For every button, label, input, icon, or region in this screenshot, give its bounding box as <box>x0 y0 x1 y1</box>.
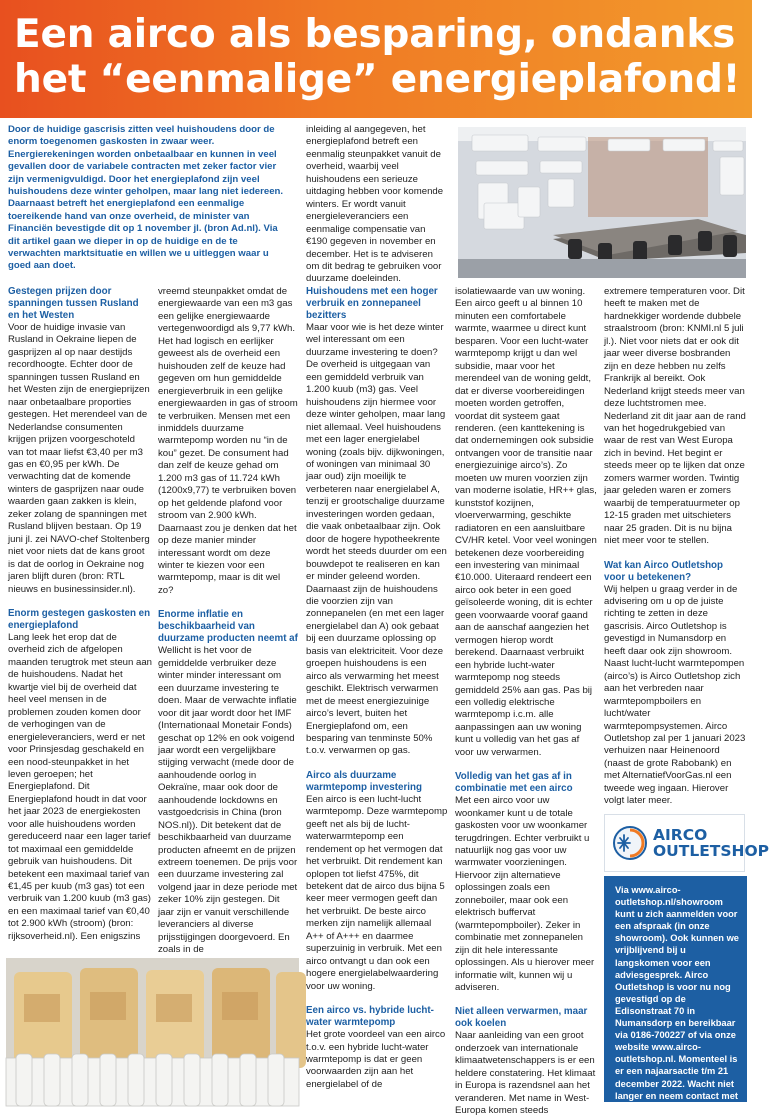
heading-gestegen-prijzen: Gestegen prijzen door spanningen tussen Rusland en het Westen <box>8 286 139 321</box>
logo-line-2: OUTLETSHOP <box>653 842 769 860</box>
heading-van-het-gas-af: Volledig van het gas af in combinatie met een airco <box>455 771 573 795</box>
text-van-het-gas-af: Met een airco voor uw woonkamer kunt u de totale gaskosten voor uw woonkamer terugdringen. Echter verbruikt u natuurlijk nog gas voor uw warmwater voorzieningen. Hiervoor zijn alternatieve oplossingen zoals een zonneboiler, maar ook een elektrisch buffervat (warmtepompboiler). Zeker in combinatie met zonnepanelen zijn dit hele interessante oplossingen. Als u hierover meer informatie wilt, kunnen wij u adviseren. <box>455 795 595 994</box>
title-banner <box>0 0 752 118</box>
contact-infobox <box>604 876 747 1113</box>
euro-notes-radiator-photo <box>6 958 299 1106</box>
text-verwarmen-koelen: Naar aanleiding van een groot onderzoek van internationale klimaatwetenschappers is er een heldere constatering. Het klimaat in Europa is razendsnel aan het veranderen. Met name in West-Europa komen steeds <box>455 1030 596 1117</box>
heading-hoger-verbruik: Huishoudens met een hoger verbruik en zonnepaneel bezitters <box>306 286 438 321</box>
heading-inflatie: Enorme inflatie en beschikbaarheid van duurzame producten neemt af <box>158 609 298 645</box>
intro-block <box>8 124 292 273</box>
text-extreme-temperaturen: extremere temperaturen voor. Dit heeft te maken met de hardnekkiger wordende dubbele straalstroom (bron: KNMI.nl 5 juli jl.). Niet voor niets dat er ook dit jaar weer diverse bosbranden zijn en deze hebben nu zelfs Frankrijk al bereikt. Ook Nederland krijgt steeds meer van deze luchtstromen mee. Nederland zit dit jaar aan de rand van het hogedrukgebied van waar de rest van West Europa zich in bevind. Het begint er steeds meer op te lijken dat onze zomers warmer worden. Twintig jaar geleden waren er zomers waarbij de temperatuurmeter op 12-15 graden met uitschieters naar 25 graden. Dit is nu bijna niet meer voor te stellen. <box>604 286 746 547</box>
heading-gaskosten-plafond: Enorm gestegen gaskosten en energieplafond <box>8 607 151 631</box>
column-3 <box>455 286 597 1118</box>
intro-paragraph: Door de huidige gascrisis zitten veel huishoudens door de enorm toegenomen gaskosten in zwaar weer. Energierekeningen worden onbetaalbaar en kunnen in veel gevallen door de variabele contracten met zeker factor vier zijn vermenigvuldigd. Door het energieplafond zijn veel huishoudens deze winter geholpen, maar lang niet iedereen. Daarnaast betreft het energieplafond een eenmalige toereikende hand van onze overheid, de minister van Financiën bevestigde dit op 1 november jl. (bron Ad.nl). Via dit artikel gaan we dieper in op de huidige en de te verwachten marktsituatie en willen we u uitleggen waar u goed aan doet. <box>8 124 284 272</box>
column-1b <box>158 286 298 957</box>
text-gaskosten-plafond: Lang leek het erop dat de overheid zich de afgelopen maanden terugtrok met steun aan de huishoudens. Nadat het kwartje viel bij de overheid dat heel veel mensen in de problemen zouden komen door de verhogingen van de energieleveranciers, werd er net voor Prinsjesdag geschakeld en een nood-steunpakket in het leven geroepen; het Energieplafond. Dit Energieplafond houdt in dat voor het jaar 2023 de energiekosten voor alle huishoudens worden gereduceerd naar een lager tarief tot maximaal een gemiddelde gebruik van huishoudens. Dit betekent een maximaal tarief van €1,45 per kuub (m3 gas) tot een verbruik van 1.200 kuub (m3 gas) en een maximaal tarief van €0,40 tot 2.900 kWh (stroom) (bron: rijksoverheid.nl). Een enigszins <box>8 631 152 942</box>
text-steunpakket-vervolg: vreemd steunpakket omdat de energiewaarde van een m3 gas een gelijke energiewaarde vertegenwoordigd als 9,77 kWh. Het had logisch en eerlijker geweest als de overheid een huishouden zelf de keuze had gegeven om hun gemiddelde energieverbruik in een gelijke energiewaarden in gas of stroom te verbruiken. Mensen met een inmiddels duurzame warmtepomp worden nu “in de kou” gezet. De consument had dan zelf de keuze gehad om 1.200 m3 gas of 11.724 kWh (1200x9,77) te verbruiken boven op het geldende plafond voor stroom van 2.900 kWh. Daarnaast zou je denken dat het op deze manier minder interessant wordt om deze winter te kiezen voor een warmtepomp, maar is dit wel zo? <box>158 286 298 596</box>
logo-wordmark <box>653 827 769 859</box>
snowflake-sun-icon <box>613 826 647 860</box>
heading-airco-warmtepomp: Airco als duurzame warmtepomp investering <box>306 769 422 793</box>
column-4 <box>604 286 746 808</box>
text-airco-outletshop: Wij helpen u graag verder in de advisering om u op de juiste richting te zetten in deze gascrisis. Airco Outletshop is gevestigd in Numansdorp en heeft daar ook zijn showroom. Naast lucht-lucht warmtepompen (airco’s) is Airco Outletshop zich aan het verbreden naar warmtepompboilers en lucht/water warmtepompsystemen. Airco Outletshop zal per 1 januari 2023 verhuizen naar Heinenoord (naast de grote Rabobank) en met AlternatiefVoorGas.nl een tweede weg ingaan. Hierover volgt later meer. <box>604 583 746 807</box>
page-title <box>14 12 742 102</box>
text-airco-vs-hybride: Het grote voordeel van een airco t.o.v. een hybride lucht-water warmtepomp is dat er geen voorwaarden zijn aan het energielabel of de <box>306 1029 446 1090</box>
text-hoger-verbruik: Maar voor wie is het deze winter wel interessant om een duurzame investering te doen? De overheid is uitgegaan van een gemiddeld verbruik van 1.200 kuub (m3) gas. Veel huishoudens zijn hiermee voor deze winter geholpen, maar lang niet allemaal. Veel huishoudens met een lager energielabel woning (zoals bijv. dijkwoningen, of woningen van minimaal 30 jaar oud) zijn moeilijk te verbeteren naar energielabel A, tenzij er grootschalige duurzame investeringen worden gedaan, die vaak onbetaalbaar zijn. Ook door de hogere hypotheekrente wordt het steeds duurder om een bouwdepot te realiseren en kan er minder geleend worden. Daarnaast zijn de huishoudens die voorzien zijn van zonnepanelen (en met een lager energielabel dan A) ook gebaat bij een duurzame oplossing op basis van elektriciteit. Voor deze groepen huishoudens is een airco als verwarming het meest geschikt. Elektrisch verwarmen met de meest energiezuinige airco’s levert, buiten het Energieplafond om, een besparing van tenminste 50% t.o.v. verwarmen op gas. <box>306 322 447 757</box>
text-isolatiewaarde: isolatiewaarde van uw woning. Een airco geeft u al binnen 10 minuten een comfortabele warmte, waarmee u direct kunt besparen. Voor een lucht-water warmtepomp krijgt u dan wel subsidie, maar voor het merendeel van de woning geldt, dat er diverse voorbereidingen moeten worden getroffen, voordat dit systeem gaat renderen. (een kanttekening is dat ondernemingen ook subsidie ontvangen voor de transitie naar energiezuinige airco’s). Zo moeten uw muren voorzien zijn van moderne isolatie, HR++ glas, kunststof kozijnen, vloerverwarming, geschikte radiatoren en een aansluitbare CV/HR ketel. Voor veel woningen betekenen deze voorbereiding een investering van minimaal €10.000. Uiteraard rendeert een airco ook beter in een goed geïsoleerde woning, dit is echter geen voorwaarde vooraf gaand aan de aanschaf aangezien het vermogen hierop wordt berekend. Daarnaast verbruikt een hybride lucht-water warmtepomp nog steeds gemiddeld 25% aan gas. Pas bij een volledig elektrische warmtepomp i.c.m. alle aanpassingen aan uw woning kunt u volledig van het gas af voor uw verwarmen. <box>455 286 597 758</box>
column-2-lower <box>306 286 448 1091</box>
col2-top-paragraph: inleiding al aangegeven, het energieplafond betreft een eenmalig steunpakket vanuit de overheid, waarbij veel huishoudens een serieuze uitdaging hebben voor komende winters. Er wordt vanuit energieleveranciers een eenmalige compensatie van €190 gegeven in november en december. Het is te adviseren om dit bedrag te gebruiken voor duurzame doeleinden. <box>306 124 444 285</box>
column-1-lower <box>8 286 152 943</box>
logo-line-1: AIRCO <box>653 826 708 844</box>
text-inflatie: Wellicht is het voor de gemiddelde verbruiker deze winter minder interessant om een duurzame investering te doen. Maar de verwachte inflatie voor dit jaar wordt door het IMF (Internationaal Monetair Fonds) geschat op 12% en ook voigend jaar wordt een vergelijkbare stijging verwacht (mede door de aanhoudende oorlog in Oekraïne, maar ook door de aanhoudende lockdowns en vastgoedcrisis in China (bron NOS.nl)). Dit betekent dat de beschikbaarheid van duurzame producten afneemt en de prijzen extreem toenemen. De prijs voor een duurzame investering zal volgend jaar in deze periode met zeker 10% zijn gestegen. Dit jaar zijn er vanuit verschillende leveranciers al diverse prijsstijgingen doorgevoerd. En zoals in de <box>158 645 298 956</box>
title-line-1: Een airco als besparing, ondanks <box>14 12 736 57</box>
heading-airco-outletshop: Wat kan Airco Outletshop voor u betekenen? <box>604 559 724 583</box>
infobox-text: Via www.airco-outletshop.nl/showroom kunt u zich aanmelden voor een afspraak (in onze showroom). Ook kunnen we vrijblijvend bij u langskomen voor een adviesgesprek. Airco Outletshop is voor nu nog gevestigd op de Edisonstraat 70 in Numansdorp en bereikbaar via 0186-700227 of via onze website www.airco-outletshop.nl. Momenteel is er een najaarsactie t/m 21 december 2022. Wacht niet langer en neem contact met ons op! <box>615 885 739 1113</box>
text-gestegen-prijzen: Voor de huidige invasie van Rusland in Oekraine liepen de gasprijzen al op naar destijds recordhoogte. Echter door de spanningen tussen Rusland en het Westen zijn de energieprijzen naar onbetaalbare proporties gestegen. Het merendeel van de Nederlandse consumenten krijgen prijzen voorgeschoteld van tot maar liefst €3,40 per m3 gas en €0,95 per kWh. De verwachting dat de komende winters de gasprijzen naar oude waarden gaan zakken is klein, zeker zolang de spanningen met Rusland blijven bestaan. Op 19 juni jl. zei NAVO-chef Stoltenberg niet voor niets dat de kans groot is dat de oorlog in Oekraine nog jaren blijft duren (bron: RTL nieuws en businessinsider.nl). <box>8 322 150 595</box>
airco-outletshop-logo <box>604 814 769 872</box>
text-airco-warmtepomp: Een airco is een lucht-lucht warmtepomp. Deze warmtepomp geeft net als bij de lucht-waterwarmtepomp een rendement op het vermogen dat het verbruikt. Dit rendement kan oplopen tot liefst 475%, dit betekent dat de airco dus bijna 5 keer meer vermogen geeft dan het verbruikt. De beste airco merken zijn namelijk allemaal A++ of A+++ en daarmee superzuinig in verbruik. Met een airco ontvangt u dan ook een hogere energielabelwaardering voor uw woning. <box>306 793 448 992</box>
heading-verwarmen-koelen: Niet alleen verwarmen, maar ook koelen <box>455 1006 588 1030</box>
column-2-top <box>306 124 446 286</box>
title-line-2: het “eenmalige” energieplafond! <box>14 57 741 102</box>
heading-airco-vs-hybride: Een airco vs. hybride lucht-water warmtepomp <box>306 1005 434 1029</box>
office-aircon-photo <box>458 127 746 278</box>
